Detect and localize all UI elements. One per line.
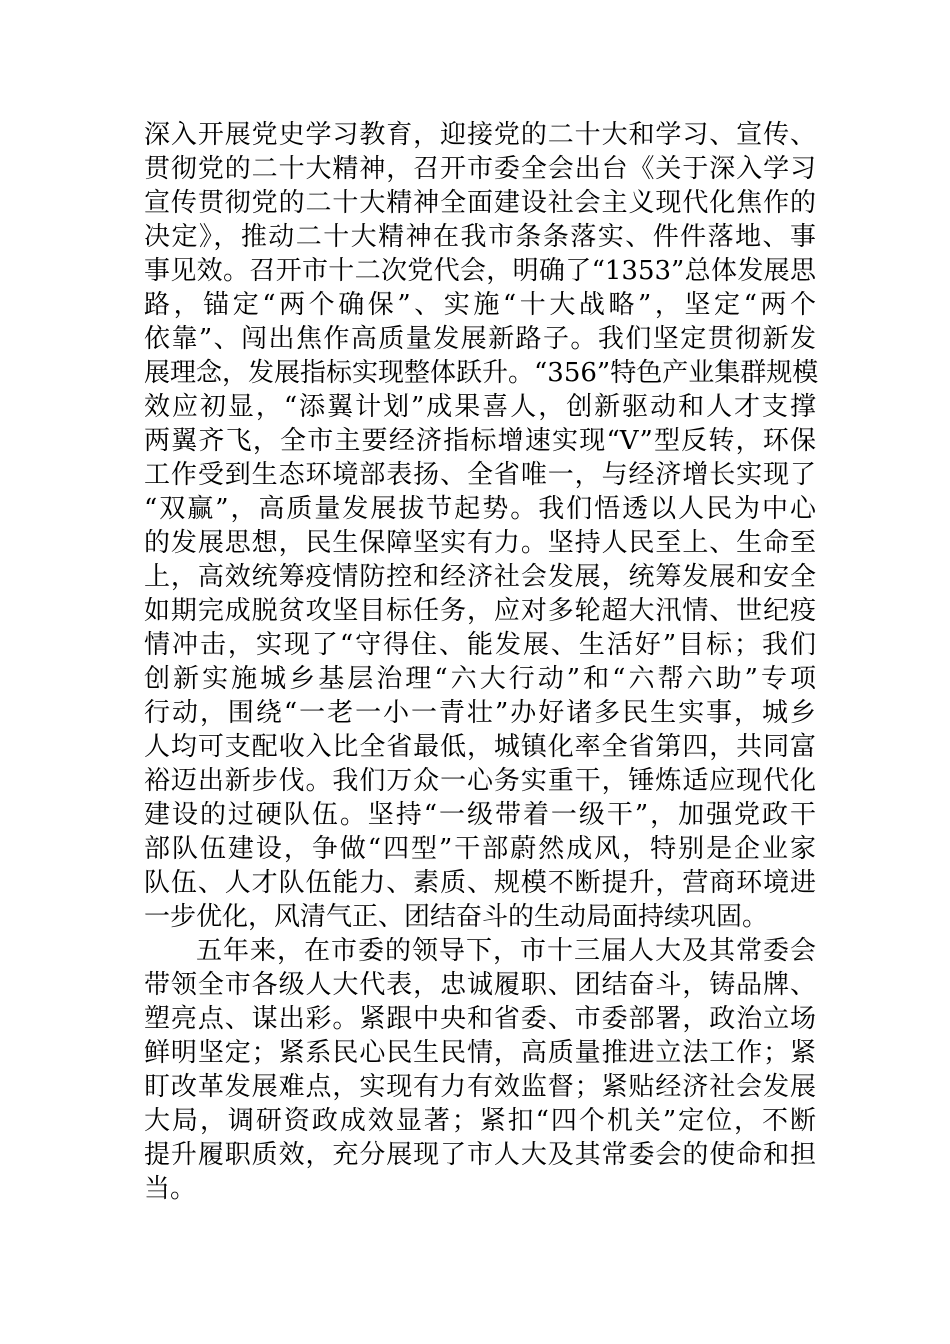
- text-line: 依靠”、闯出焦作高质量发展新路子。我们坚定贯彻新发: [144, 324, 816, 354]
- text-line: 上，高效统筹疫情防控和经济社会发展，统筹发展和安全: [144, 562, 816, 592]
- text-line: 路，锚定“两个确保”、实施“十大战略”，坚定“两个: [144, 290, 816, 320]
- text-line: 裕迈出新步伐。我们万众一心务实重干，锤炼适应现代化: [144, 766, 816, 796]
- text-line: 两翼齐飞，全市主要经济指标增速实现“V”型反转，环保: [144, 426, 816, 456]
- text-line: 盯改革发展难点，实现有力有效监督；紧贴经济社会发展: [144, 1072, 816, 1102]
- text-line: 深入开展党史学习教育，迎接党的二十大和学习、宣传、: [144, 120, 816, 150]
- text-line: 五年来，在市委的领导下，市十三届人大及其常委会: [196, 936, 816, 966]
- text-line: 塑亮点、谋出彩。紧跟中央和省委、市委部署，政治立场: [144, 1004, 816, 1034]
- text-line: 展理念，发展指标实现整体跃升。“356”特色产业集群规模: [144, 358, 819, 388]
- text-line: 部队伍建设，争做“四型”干部蔚然成风，特别是企业家: [144, 834, 816, 864]
- text-line: 行动，围绕“一老一小一青壮”办好诸多民生实事，城乡: [144, 698, 816, 728]
- text-line: 如期完成脱贫攻坚目标任务，应对多轮超大汛情、世纪疫: [144, 596, 816, 626]
- text-line: 情冲击，实现了“守得住、能发展、生活好”目标；我们: [144, 630, 816, 660]
- text-line: 建设的过硬队伍。坚持“一级带着一级干”，加强党政干: [144, 800, 816, 830]
- text-line: “双赢”，高质量发展拔节起势。我们悟透以人民为中心: [144, 494, 816, 524]
- paragraph-2: [144, 934, 816, 1206]
- text-line: 的发展思想，民生保障坚实有力。坚持人民至上、生命至: [144, 528, 816, 558]
- text-line: 决定》，推动二十大精神在我市条条落实、件件落地、事: [144, 222, 816, 252]
- text-line: 提升履职质效，充分展现了市人大及其常委会的使命和担: [144, 1140, 816, 1170]
- text-line: 贯彻党的二十大精神，召开市委全会出台《关于深入学习: [144, 154, 816, 184]
- text-line: 带领全市各级人大代表，忠诚履职、团结奋斗，铸品牌、: [144, 970, 816, 1000]
- text-line: 当。: [144, 1174, 197, 1204]
- text-line: 事见效。召开市十二次党代会，明确了“1353”总体发展思: [144, 256, 816, 286]
- text-line: 大局，调研资政成效显著；紧扣“四个机关”定位，不断: [144, 1106, 816, 1136]
- text-line: 宣传贯彻党的二十大精神全面建设社会主义现代化焦作的: [144, 188, 816, 218]
- text-line: 队伍、人才队伍能力、素质、规模不断提升，营商环境进: [144, 868, 816, 898]
- text-line: 一步优化，风清气正、团结奋斗的生动局面持续巩固。: [144, 902, 769, 932]
- text-line: 效应初显，“添翼计划”成果喜人，创新驱动和人才支撑: [144, 392, 816, 422]
- text-line: 工作受到生态环境部表扬、全省唯一，与经济增长实现了: [144, 460, 816, 490]
- text-line: 人均可支配收入比全省最低，城镇化率全省第四，共同富: [144, 732, 816, 762]
- text-line: 鲜明坚定；紧系民心民生民情，高质量推进立法工作；紧: [144, 1038, 816, 1068]
- body-text: [144, 118, 819, 1206]
- paragraph-1: [144, 118, 819, 934]
- text-line: 创新实施城乡基层治理“六大行动”和“六帮六助”专项: [144, 664, 816, 694]
